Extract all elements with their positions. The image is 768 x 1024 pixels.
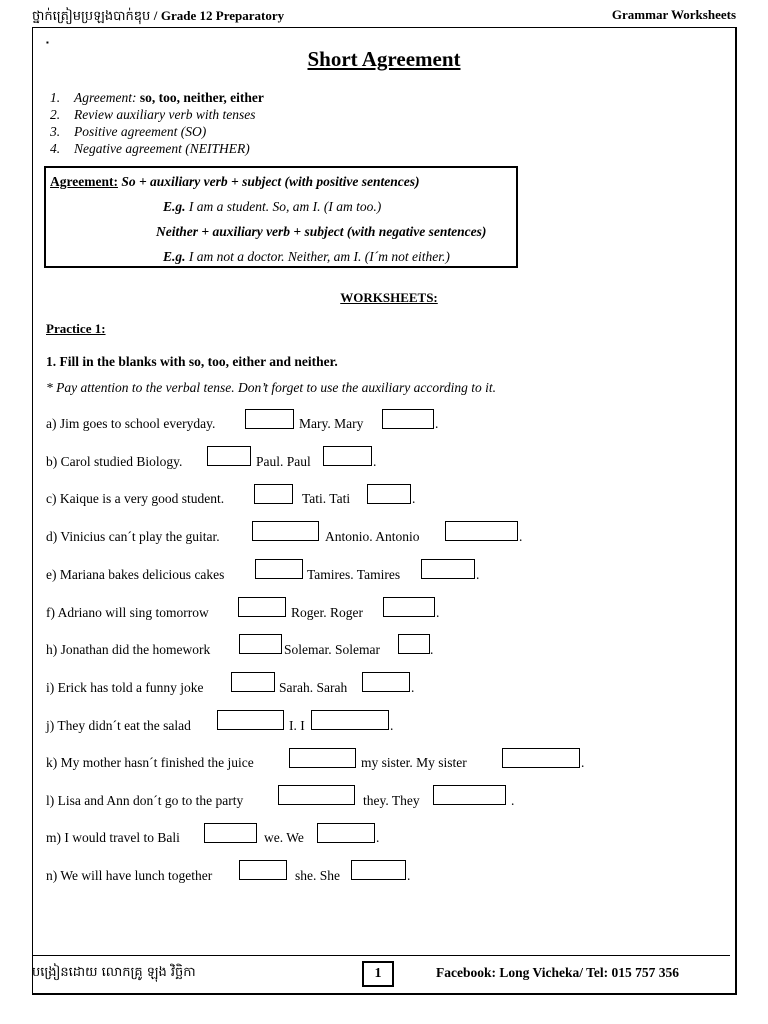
rule-line-negative	[156, 224, 486, 240]
answer-blank[interactable]	[433, 785, 506, 805]
exercise-end: .	[412, 491, 416, 506]
worksheets-heading: WORKSHEETS:	[340, 290, 438, 305]
page-number: 1	[362, 961, 394, 987]
answer-blank[interactable]	[362, 672, 410, 692]
footer-divider	[32, 955, 730, 956]
objective-text: Positive agreement (SO)	[74, 124, 207, 139]
exercise-mid: Antonio. Antonio	[325, 529, 420, 544]
objective-item	[50, 140, 264, 157]
exercise-end: .	[436, 605, 440, 620]
exercise-end: .	[407, 868, 411, 883]
header-grade: Grade 12 Preparatory	[160, 8, 285, 23]
exercise-prompt: h) Jonathan did the homework	[46, 642, 211, 657]
answer-blank[interactable]	[502, 748, 580, 768]
answer-blank[interactable]	[317, 823, 375, 843]
exercise-prompt: a) Jim goes to school everyday.	[46, 416, 216, 431]
answer-blank[interactable]	[254, 484, 293, 504]
answer-blank[interactable]	[239, 634, 282, 654]
exercise-end: .	[390, 718, 394, 733]
objective-number: 1.	[50, 90, 61, 105]
exercise-prompt: c) Kaique is a very good student.	[46, 491, 225, 506]
exercise-mid: we. We	[264, 830, 304, 845]
answer-blank[interactable]	[245, 409, 294, 429]
objective-bold: so, too, neither, either	[139, 90, 264, 105]
footer-contact: Facebook: Long Vicheka/ Tel: 015 757 356	[436, 965, 680, 980]
instruction-note: * Pay attention to the verbal tense. Don’t forget to use the auxiliary according to it.	[46, 380, 497, 395]
practice-label: Practice 1:	[46, 321, 106, 336]
exercise-end: .	[476, 567, 480, 582]
exercise-prompt: m) I would travel to Bali	[46, 830, 180, 845]
exercise-prompt: l) Lisa and Ann don´t go to the party	[46, 793, 244, 808]
objectives-list	[50, 89, 264, 157]
exercise-mid: Roger. Roger	[291, 605, 363, 620]
exercise-end: .	[519, 529, 523, 544]
objective-text: Review auxiliary verb with tenses	[74, 107, 256, 122]
exercise-end: .	[411, 680, 415, 695]
eg-label: E.g.	[163, 249, 186, 264]
answer-blank[interactable]	[421, 559, 475, 579]
answer-blank[interactable]	[239, 860, 287, 880]
exercise-prompt: d) Vinicius can´t play the guitar.	[46, 529, 220, 544]
exercise-end: .	[373, 454, 377, 469]
answer-blank[interactable]	[207, 446, 251, 466]
objective-text: Negative agreement (NEITHER)	[74, 141, 250, 156]
header-separator: /	[153, 8, 158, 23]
exercise-mid: they. They	[363, 793, 420, 808]
answer-blank[interactable]	[445, 521, 518, 541]
instruction: 1. Fill in the blanks with so, too, either and neither.	[46, 354, 338, 369]
footer-author: បង្រៀនដោយ លោកគ្រូ ឡុង វិច្ឆិកា	[32, 965, 196, 980]
objective-item	[50, 89, 264, 106]
exercise-prompt: j) They didn´t eat the salad	[46, 718, 191, 733]
rule-negative: Neither + auxiliary verb + subject (with negative sentences)	[156, 224, 487, 239]
exercise-prompt: n) We will have lunch together	[46, 868, 213, 883]
exercise-end: .	[581, 755, 585, 770]
exercise-mid: Paul. Paul	[256, 454, 311, 469]
answer-blank[interactable]	[252, 521, 319, 541]
answer-blank[interactable]	[383, 597, 435, 617]
exercise-prompt: b) Carol studied Biology.	[46, 454, 183, 469]
exercise-mid: I. I	[289, 718, 305, 733]
exercise-end: .	[376, 830, 380, 845]
objective-number: 4.	[50, 141, 61, 156]
answer-blank[interactable]	[289, 748, 356, 768]
exercise-prompt: e) Mariana bakes delicious cakes	[46, 567, 225, 582]
exercise-prompt: k) My mother hasn´t finished the juice	[46, 755, 254, 770]
header-khmer-title: ថ្នាក់ត្រៀមប្រឡងបាក់ឌុប	[32, 9, 151, 24]
rule-line-example-positive	[163, 199, 381, 215]
answer-blank[interactable]	[311, 710, 389, 730]
exercise-prompt: f) Adriano will sing tomorrow	[46, 605, 209, 620]
answer-blank[interactable]	[255, 559, 303, 579]
exercise-end: .	[430, 642, 434, 657]
objective-item	[50, 106, 264, 123]
exercise-mid: Tamires. Tamires	[307, 567, 401, 582]
answer-blank[interactable]	[351, 860, 406, 880]
rule-line-example-negative	[163, 249, 450, 265]
answer-blank[interactable]	[367, 484, 411, 504]
page-mark: ▪	[46, 38, 49, 47]
exercise-mid: my sister. My sister	[361, 755, 467, 770]
exercise-mid: Tati. Tati	[302, 491, 351, 506]
answer-blank[interactable]	[278, 785, 355, 805]
exercise-end: .	[435, 416, 439, 431]
rule-line-positive	[50, 174, 419, 190]
objective-item	[50, 123, 264, 140]
page-title: Short Agreement	[307, 47, 461, 71]
exercise-mid: Solemar. Solemar	[284, 642, 380, 657]
rule-positive: So + auxiliary verb + subject (with positive sentences)	[121, 174, 420, 189]
answer-blank[interactable]	[238, 597, 286, 617]
objective-number: 2.	[50, 107, 61, 122]
objective-text: Agreement:	[74, 90, 137, 105]
exercise-mid: she. She	[295, 868, 340, 883]
header-worksheet-type: Grammar Worksheets	[611, 7, 736, 22]
exercise-end: .	[511, 793, 515, 808]
exercise-prompt: i) Erick has told a funny joke	[46, 680, 204, 695]
answer-blank[interactable]	[398, 634, 430, 654]
agreement-label: Agreement:	[50, 174, 118, 189]
exercise-mid: Mary. Mary	[299, 416, 364, 431]
answer-blank[interactable]	[323, 446, 372, 466]
answer-blank[interactable]	[217, 710, 284, 730]
example-negative: I am not a doctor. Neither, am I. (I´m not either.)	[188, 249, 450, 264]
exercise-mid: Sarah. Sarah	[279, 680, 348, 695]
answer-blank[interactable]	[231, 672, 275, 692]
objective-number: 3.	[50, 124, 61, 139]
eg-label: E.g.	[163, 199, 186, 214]
header-left	[32, 8, 284, 27]
answer-blank[interactable]	[382, 409, 434, 429]
answer-blank[interactable]	[204, 823, 257, 843]
example-positive: I am a student. So, am I. (I am too.)	[188, 199, 382, 214]
